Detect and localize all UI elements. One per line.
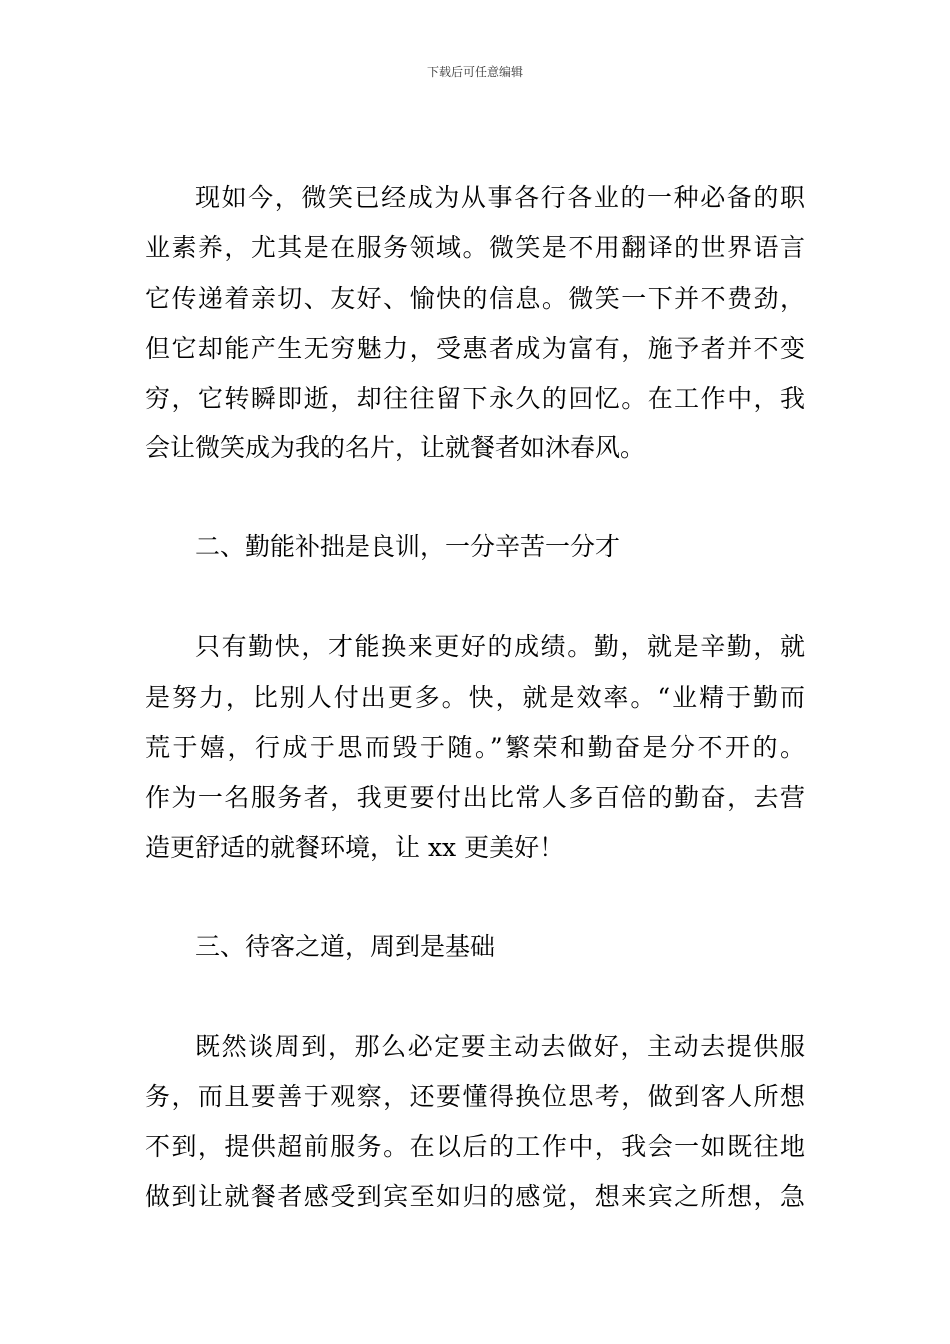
- paragraph-2-line-3: 荒于嬉，行成于思而毁于随。”繁荣和勤奋是分不开的。: [145, 733, 805, 762]
- paragraph-3-line-4: 做到让就餐者感受到宾至如归的感觉，想来宾之所想，急: [145, 1182, 805, 1211]
- paragraph-1-line-4: 但它却能产生无穷魅力，受惠者成为富有，施予者并不变: [145, 334, 805, 363]
- paragraph-2-line-4: 作为一名服务者，我更要付出比常人多百倍的勤奋，去营: [145, 783, 805, 812]
- paragraph-1-line-6: 会让微笑成为我的名片，让就餐者如沐春风。: [145, 433, 646, 462]
- section-heading-3: 三、待客之道，周到是基础: [195, 932, 496, 961]
- paragraph-2-line-1: 只有勤快，才能换来更好的成绩。勤，就是辛勤，就: [195, 632, 805, 661]
- paragraph-1-line-5: 穷，它转瞬即逝，却往往留下永久的回忆。在工作中，我: [145, 384, 805, 413]
- section-heading-2: 二、勤能补拙是良训，一分辛苦一分才: [195, 532, 621, 561]
- page-header: 下载后可任意编辑: [426, 65, 523, 79]
- paragraph-3-line-2: 务，而且要善于观察，还要懂得换位思考，做到客人所想: [145, 1082, 805, 1111]
- paragraph-1-line-2: 业素养，尤其是在服务领域。微笑是不用翻译的世界语言: [145, 233, 805, 262]
- paragraph-2-line-2: 是努力，比别人付出更多。快，就是效率。“业精于勤而: [145, 683, 805, 712]
- paragraph-2-line-5: 造更舒适的就餐环境，让 xx 更美好！: [145, 833, 565, 862]
- paragraph-1-line-1: 现如今，微笑已经成为从事各行各业的一种必备的职: [195, 183, 805, 212]
- paragraph-3-line-1: 既然谈周到，那么必定要主动去做好，主动去提供服: [195, 1032, 805, 1061]
- paragraph-1-line-3: 它传递着亲切、友好、愉快的信息。微笑一下并不费劲，: [145, 284, 805, 313]
- paragraph-3-line-3: 不到，提供超前服务。在以后的工作中，我会一如既往地: [145, 1132, 805, 1161]
